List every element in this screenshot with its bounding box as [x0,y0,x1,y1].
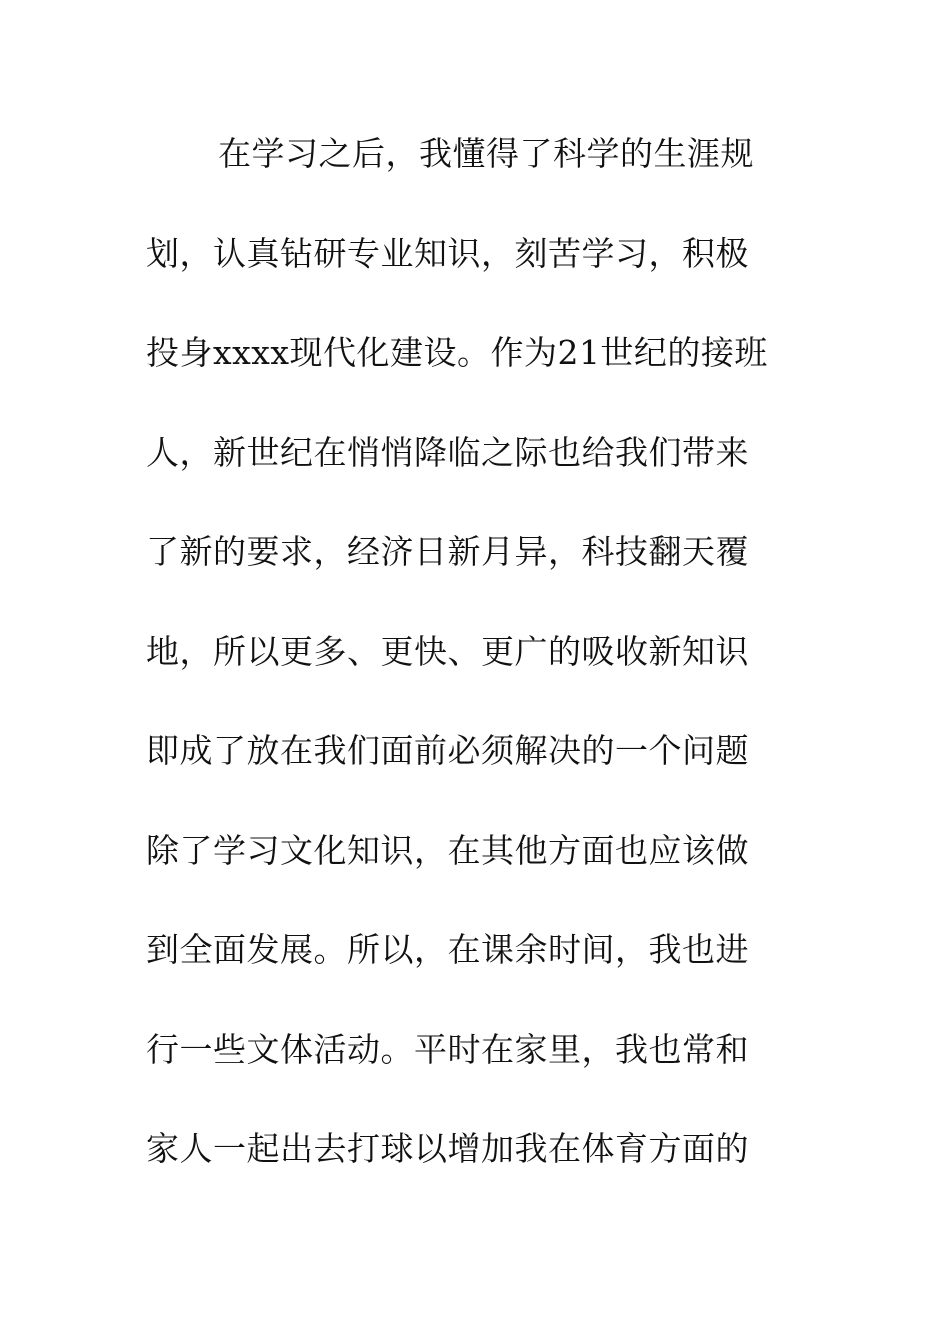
paragraph-line: 地，所以更多、更快、更广的吸收新知识 [146,631,749,671]
paragraph-line: 了新的要求，经济日新月异，科技翻天覆 [146,532,749,571]
body-paragraph [146,126,808,1221]
paragraph-line: 除了学习文化知识，在其他方面也应该做 [146,830,749,870]
paragraph-line: 即成了放在我们面前必须解决的一个问题 [146,731,749,770]
paragraph-line: 在学习之后，我懂得了科学的生涯规 [218,134,754,173]
paragraph-line: 划，认真钻研专业知识，刻苦学习，积极 [146,233,749,273]
paragraph-line: 到全面发展。所以，在课余时间，我也进 [146,930,749,969]
paragraph-line: 投身xxxx现代化建设。作为21世纪的接班 [146,333,768,372]
paragraph-line: 行一些文体活动。平时在家里，我也常和 [146,1029,749,1069]
paragraph-line: 家人一起出去打球以增加我在体育方面的 [146,1129,749,1168]
paragraph-line: 人，新世纪在悄悄降临之际也给我们带来 [146,432,749,472]
